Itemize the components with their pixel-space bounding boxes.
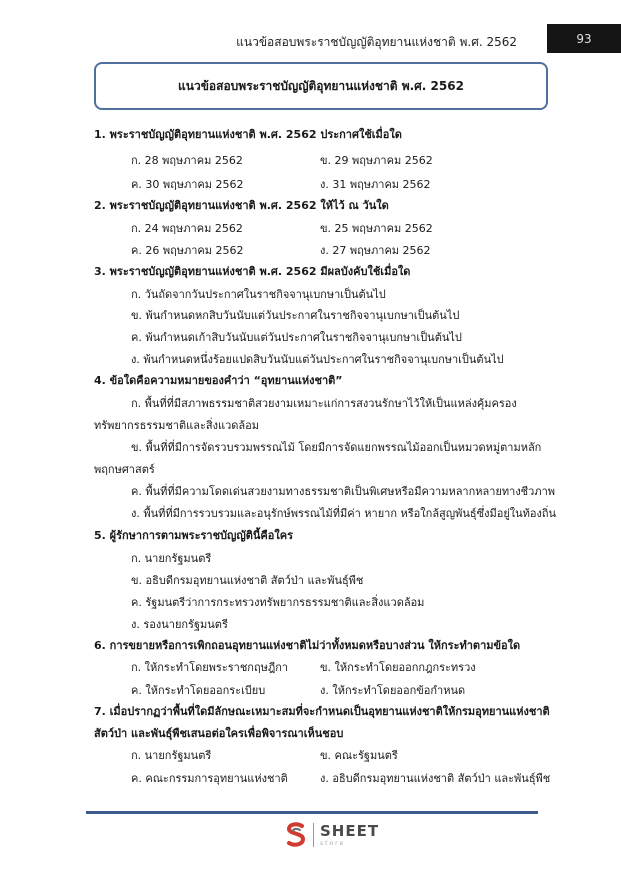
q4-choice-b: ข. พื้นที่ที่มีการจัดรวบรวมพรรณไม้ โดยมีการจัดแยกพรรณไม้ออกเป็นหมวดหมู่ตามหลัก <box>131 441 542 454</box>
q3-choice-c: ค. พ้นกำหนดเก้าสิบวันนับแต่วันประกาศในราชกิจจานุเบกษาเป็นต้นไป <box>131 331 462 344</box>
q7-choice-b: ข. คณะรัฐมนตรี <box>320 749 398 762</box>
question-5: 5. ผู้รักษาการตามพระราชบัญญัตินี้คือใคร <box>94 529 294 542</box>
q7-choice-c: ค. คณะกรรมการอุทยานแห่งชาติ <box>131 772 288 785</box>
q4-choice-a: ก. พื้นที่ที่มีสภาพธรรมชาติสวยงามเหมาะแก่การสงวนรักษาไว้ให้เป็นแหล่งคุ้มครอง <box>131 397 517 410</box>
q5-choice-d: ง. รองนายกรัฐมนตรี <box>131 618 228 631</box>
page-number: 93 <box>547 24 621 53</box>
running-header-title: แนวข้อสอบพระราชบัญญัติอุทยานแห่งชาติ พ.ศ. 2562 <box>236 35 517 49</box>
q7-choice-d: ง. อธิบดีกรมอุทยานแห่งชาติ สัตว์ป่า และพันธุ์พืช <box>320 772 551 785</box>
logo-word: SHEET <box>320 821 380 840</box>
logo-subword: store <box>320 839 346 847</box>
question-3: 3. พระราชบัญญัติอุทยานแห่งชาติ พ.ศ. 2562 มีผลบังคับใช้เมื่อใด <box>94 265 411 278</box>
q6-choice-a: ก. ให้กระทำโดยพระราชกฤษฎีกา <box>131 661 289 674</box>
question-4: 4. ข้อใดคือความหมายของคำว่า “อุทยานแห่งชาติ” <box>94 374 343 387</box>
q2-choice-b: ข. 25 พฤษภาคม 2562 <box>320 222 433 235</box>
q5-choice-b: ข. อธิบดีกรมอุทยานแห่งชาติ สัตว์ป่า และพันธุ์พืช <box>131 574 364 587</box>
question-1: 1. พระราชบัญญัติอุทยานแห่งชาติ พ.ศ. 2562 ประกาศใช้เมื่อใด <box>94 128 402 141</box>
q2-choice-c: ค. 26 พฤษภาคม 2562 <box>131 244 244 257</box>
q1-choice-a: ก. 28 พฤษภาคม 2562 <box>131 154 243 167</box>
logo-s-icon <box>285 822 307 848</box>
question-7: 7. เมื่อปรากฏว่าพื้นที่ใดมีลักษณะเหมาะสมที่จะกำหนดเป็นอุทยานแห่งชาติให้กรมอุทยานแห่งชาติ <box>94 705 550 718</box>
q2-choice-d: ง. 27 พฤษภาคม 2562 <box>320 244 431 257</box>
q5-choice-a: ก. นายกรัฐมนตรี <box>131 552 212 565</box>
q3-choice-a: ก. วันถัดจากวันประกาศในราชกิจจานุเบกษาเป็นต้นไป <box>131 288 386 301</box>
q3-choice-d: ง. พ้นกำหนดหนึ่งร้อยแปดสิบวันนับแต่วันประกาศในราชกิจจานุเบกษาเป็นต้นไป <box>131 353 504 366</box>
section-title-box <box>94 62 548 110</box>
q1-choice-b: ข. 29 พฤษภาคม 2562 <box>320 154 433 167</box>
section-title: แนวข้อสอบพระราชบัญญัติอุทยานแห่งชาติ พ.ศ. 2562 <box>178 78 464 93</box>
q4-choice-d: ง. พื้นที่ที่มีการรวบรวมและอนุรักษ์พรรณไม้ที่มีค่า หายาก หรือใกล้สูญพันธุ์ซึ่งมีอยู่ในท้องถิ่น <box>131 507 557 520</box>
footer-rule <box>86 811 538 814</box>
q3-choice-b: ข. พ้นกำหนดหกสิบวันนับแต่วันประกาศในราชกิจจานุเบกษาเป็นต้นไป <box>131 309 460 322</box>
question-2: 2. พระราชบัญญัติอุทยานแห่งชาติ พ.ศ. 2562 ให้ไว้ ณ วันใด <box>94 199 389 212</box>
q5-choice-c: ค. รัฐมนตรีว่าการกระทรวงทรัพยากรธรรมชาติและสิ่งแวดล้อม <box>131 596 425 609</box>
q1-choice-c: ค. 30 พฤษภาคม 2562 <box>131 178 244 191</box>
sheet-store-logo <box>285 822 379 848</box>
q1-choice-d: ง. 31 พฤษภาคม 2562 <box>320 178 431 191</box>
q6-choice-d: ง. ให้กระทำโดยออกข้อกำหนด <box>320 684 466 697</box>
q4-choice-c: ค. พื้นที่ที่มีความโดดเด่นสวยงามทางธรรมชาติเป็นพิเศษหรือมีความหลากหลายทางชีวภาพ <box>131 485 556 498</box>
q7-choice-a: ก. นายกรัฐมนตรี <box>131 749 212 762</box>
question-6: 6. การขยายหรือการเพิกถอนอุทยานแห่งชาติไม่ว่าทั้งหมดหรือบางส่วน ให้กระทำตามข้อใด <box>94 639 521 652</box>
q6-choice-b: ข. ให้กระทำโดยออกกฎกระทรวง <box>320 661 476 674</box>
q4-choice-b-cont: พฤกษศาสตร์ <box>94 463 155 476</box>
q4-choice-a-cont: ทรัพยากรธรรมชาติและสิ่งแวดล้อม <box>94 419 259 432</box>
q2-choice-a: ก. 24 พฤษภาคม 2562 <box>131 222 243 235</box>
logo-divider <box>313 823 314 847</box>
q6-choice-c: ค. ให้กระทำโดยออกระเบียบ <box>131 684 266 697</box>
question-7-cont: สัตว์ป่า และพันธุ์พืชเสนอต่อใครเพื่อพิจารณาเห็นชอบ <box>94 727 344 740</box>
